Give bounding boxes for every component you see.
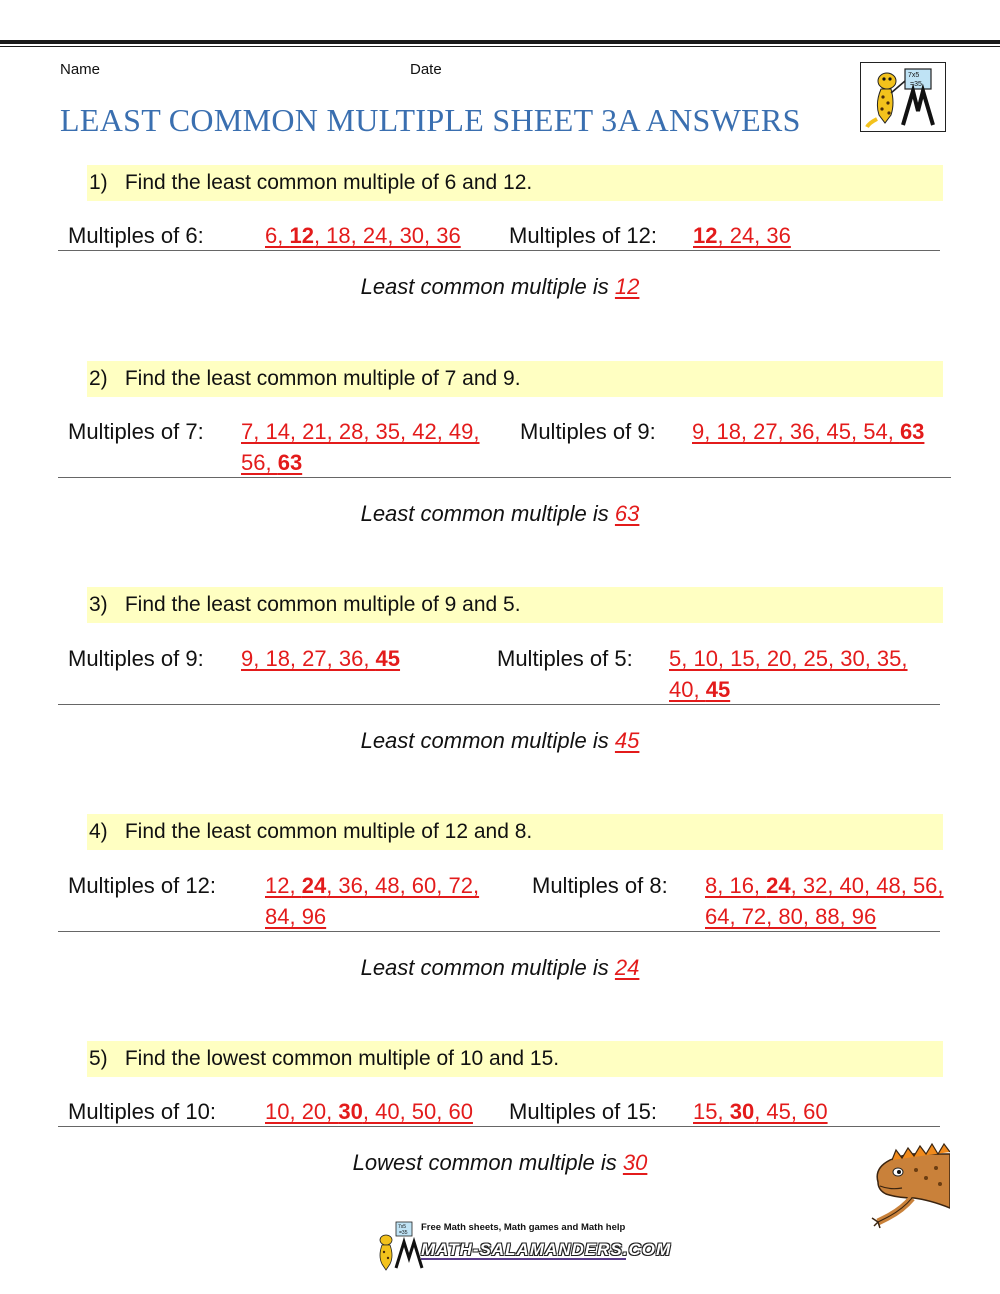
lcm-answer: 12	[614, 274, 640, 299]
multiples-list-b: 5, 10, 15, 20, 25, 30, 35, 40, 45	[669, 646, 908, 702]
lcm-result: Least common multiple is 12	[360, 274, 640, 299]
row-rule	[58, 704, 940, 705]
multiples-list-b: 15, 30, 45, 60	[693, 1099, 828, 1124]
row-rule	[58, 931, 940, 932]
name-label: Name	[60, 61, 101, 78]
multiples-label-b: Multiples of 8:	[532, 873, 668, 898]
multiples-label-b: Multiples of 15:	[509, 1099, 657, 1124]
question-2-banner	[87, 361, 943, 397]
multiples-label-a: Multiples of 9:	[68, 646, 204, 671]
lcm-answer: 45	[614, 728, 640, 753]
row-rule	[58, 1126, 940, 1127]
lcm-result: Least common multiple is 63	[360, 501, 640, 526]
row-rule	[58, 250, 940, 251]
multiples-label-b: Multiples of 12:	[509, 223, 657, 248]
top-rule-thin	[0, 46, 1000, 47]
svg-text:=35: =35	[399, 1230, 408, 1236]
question-5-banner	[87, 1041, 943, 1077]
multiples-list-a: 10, 20, 30, 40, 50, 60	[265, 1099, 473, 1124]
lcm-result: Least common multiple is 24	[360, 955, 640, 980]
date-label: Date	[410, 61, 442, 78]
salamander-teacher-icon	[861, 63, 945, 131]
question-number: 5)	[89, 1047, 108, 1070]
question-4-banner	[87, 814, 943, 850]
footer-site-name: MATH-SALAMANDERS.COM	[421, 1240, 672, 1259]
lcm-result: Least common multiple is 45	[360, 728, 640, 753]
svg-text:7x5: 7x5	[398, 1224, 407, 1230]
multiples-label-b: Multiples of 5:	[497, 646, 633, 671]
lcm-result: Lowest common multiple is 30	[352, 1150, 648, 1175]
math-salamanders-logo	[860, 62, 946, 132]
multiples-list-a: 7, 14, 21, 28, 35, 42, 49, 56, 63	[241, 419, 480, 475]
question-text: Find the least common multiple of 9 and 5.	[124, 593, 521, 616]
svg-text:=35: =35	[910, 81, 922, 88]
question-1-banner	[87, 165, 943, 201]
multiples-list-a: 12, 24, 36, 48, 60, 72, 84, 96	[265, 873, 480, 929]
multiples-list-b: 8, 16, 24, 32, 40, 48, 56, 64, 72, 80, 88, 96	[705, 873, 944, 929]
multiples-label-a: Multiples of 10:	[68, 1099, 216, 1124]
lcm-answer: 30	[622, 1150, 648, 1175]
lcm-answer: 63	[614, 501, 640, 526]
multiples-list-b: 9, 18, 27, 36, 45, 54, 63	[692, 419, 925, 444]
multiples-label-a: Multiples of 6:	[68, 223, 204, 248]
question-number: 4)	[89, 820, 108, 843]
multiples-list-b: 12, 24, 36	[693, 223, 791, 248]
question-text: Find the least common multiple of 7 and 9.	[124, 367, 521, 390]
svg-text:7x5: 7x5	[908, 72, 920, 79]
question-text: Find the least common multiple of 6 and 12.	[124, 171, 533, 194]
lizard-illustration	[868, 1138, 950, 1230]
question-text: Find the lowest common multiple of 10 and 15.	[124, 1047, 560, 1070]
footer-tagline: Free Math sheets, Math games and Math help	[421, 1222, 626, 1233]
multiples-label-b: Multiples of 9:	[520, 419, 656, 444]
multiples-label-a: Multiples of 12:	[68, 873, 216, 898]
question-3-banner	[87, 587, 943, 623]
top-rule	[0, 40, 1000, 44]
page-title: LEAST COMMON MULTIPLE SHEET 3A ANSWERS	[60, 102, 801, 138]
question-text: Find the least common multiple of 12 and 8.	[124, 820, 533, 843]
lcm-answer: 24	[614, 955, 640, 980]
multiples-list-a: 6, 12, 18, 24, 30, 36	[265, 223, 461, 248]
row-rule	[58, 477, 951, 478]
question-number: 1)	[89, 171, 108, 194]
multiples-label-a: Multiples of 7:	[68, 419, 204, 444]
multiples-list-a: 9, 18, 27, 36, 45	[241, 646, 401, 671]
question-number: 3)	[89, 593, 108, 616]
question-number: 2)	[89, 367, 108, 390]
